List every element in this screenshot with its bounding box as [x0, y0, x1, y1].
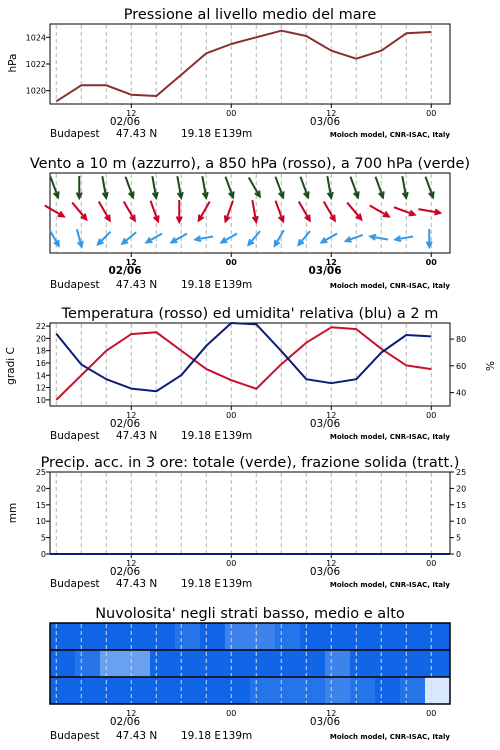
wind-arrow [177, 176, 182, 198]
wind-arrow [202, 176, 207, 198]
wind-arrow [275, 177, 283, 198]
cloud-cell [225, 650, 251, 677]
pressure-title: Pressione al livello medio del mare [123, 7, 377, 23]
cloud-cell [425, 677, 451, 704]
y-tick-label: 22 [35, 322, 46, 332]
cloud-cell [100, 650, 126, 677]
cloud-cell [300, 677, 326, 704]
precip-ylabel: mm [7, 502, 19, 524]
wind-arrow [98, 232, 111, 245]
time-tick-label: 00 [226, 709, 237, 718]
station-name: Budapest [50, 430, 100, 442]
humidity-series-line [56, 323, 431, 391]
y-tick-label: 16 [35, 358, 46, 368]
cloud-cell [125, 677, 151, 704]
wind-arrow [395, 236, 413, 241]
cloud-panel [50, 606, 451, 742]
station-alt: 139m [222, 578, 253, 590]
wind-arrow [77, 176, 82, 198]
station-lon: 19.18 E [181, 279, 222, 291]
wind-arrow [122, 232, 136, 244]
cloud-cell [175, 677, 201, 704]
model-credit: Moloch model, CNR-ISAC, Italy [329, 733, 450, 741]
station-lat: 47.43 N [116, 578, 158, 590]
wind-arrow-shaft [370, 206, 389, 217]
cloud-cell [75, 623, 101, 650]
model-credit: Moloch model, CNR-ISAC, Italy [329, 581, 450, 589]
wind-arrow [77, 229, 83, 246]
cloud-cell [225, 623, 251, 650]
cloud-cell [375, 623, 401, 650]
precip-title: Precip. acc. in 3 ore: totale (verde), frazione solida (tratt.) [40, 455, 460, 471]
wind-arrow [248, 231, 260, 245]
cloud-cell [400, 677, 426, 704]
y-tick-label: 14 [35, 371, 46, 381]
cloud-cell [125, 623, 151, 650]
time-tick-label: 12 [326, 411, 337, 420]
wind-arrow-shaft [347, 203, 361, 220]
cloud-cell [425, 650, 451, 677]
wind-arrow [375, 177, 383, 198]
station-alt: 139m [222, 430, 253, 442]
time-tick-label: 12 [326, 709, 337, 718]
wind-arrow [72, 203, 86, 220]
station-name: Budapest [50, 128, 100, 140]
y-tick-label: 1022 [25, 60, 46, 69]
cloud-cell [200, 623, 226, 650]
wind-arrow [252, 200, 257, 222]
temperature-ylabel: gradi C [5, 347, 17, 385]
wind-arrow-shaft [124, 201, 135, 220]
wind-arrow [324, 201, 335, 220]
wind-arrow [418, 209, 440, 214]
pressure-plot-frame [50, 24, 450, 104]
wind-arrow-shaft [98, 232, 111, 245]
cloud-cell [400, 623, 426, 650]
wind-arrow [45, 206, 64, 217]
time-tick-label: 12 [326, 109, 337, 118]
wind-arrow [199, 201, 210, 220]
cloud-cell [250, 623, 276, 650]
y2-tick-label: 15 [456, 500, 467, 510]
model-credit: Moloch model, CNR-ISAC, Italy [329, 282, 450, 290]
station-lat: 47.43 N [116, 430, 158, 442]
time-tick-label: 12 [126, 109, 137, 118]
humidity-ylabel: % [483, 361, 495, 371]
cloud-cell [100, 623, 126, 650]
station-alt: 139m [222, 128, 253, 140]
date-label: 02/06 [109, 116, 141, 128]
cloud-cell [50, 650, 76, 677]
time-tick-label: 00 [226, 559, 237, 568]
temperature-series-line [56, 327, 431, 400]
time-tick-label: 12 [326, 559, 337, 568]
y2-tick-label: 40 [456, 388, 467, 398]
wind-arrow [152, 176, 157, 198]
wind-arrow [299, 201, 310, 220]
cloud-cell [275, 623, 301, 650]
cloud-title: Nuvolosita' negli strati basso, medio e alto [95, 606, 405, 622]
cloud-cell [175, 650, 201, 677]
pressure-series-line [56, 31, 431, 102]
y-tick-label: 18 [35, 346, 46, 356]
y-tick-label: 25 [35, 468, 46, 477]
y-tick-label: 15 [35, 500, 46, 510]
time-tick-label: 12 [125, 258, 137, 267]
cloud-cell [300, 623, 326, 650]
wind-arrow-shaft [122, 232, 136, 244]
cloud-cell [400, 650, 426, 677]
cloud-cell [150, 677, 176, 704]
temperature-title: Temperatura (rosso) ed umidita' relativa (blu) a 2 m [61, 306, 439, 322]
wind-arrow [50, 177, 58, 198]
cloud-cell [75, 677, 101, 704]
cloud-cell [250, 677, 276, 704]
y2-tick-label: 60 [456, 361, 467, 371]
wind-arrow [300, 177, 308, 198]
cloud-cell [125, 650, 151, 677]
wind-arrow [321, 234, 337, 243]
station-alt: 139m [222, 279, 253, 291]
station-lon: 19.18 E [181, 730, 222, 742]
cloud-cell [150, 650, 176, 677]
wind-arrow [298, 231, 310, 245]
cloud-cell [350, 623, 376, 650]
cloud-cell [50, 677, 76, 704]
station-name: Budapest [50, 279, 100, 291]
pressure-ylabel: hPa [7, 53, 19, 73]
wind-arrow [150, 201, 158, 222]
wind-arrow-shaft [199, 201, 210, 220]
time-tick-label: 00 [226, 109, 237, 118]
y2-tick-label: 10 [456, 517, 467, 527]
station-lon: 19.18 E [181, 430, 222, 442]
y-tick-label: 5 [40, 533, 46, 543]
time-tick-label: 12 [126, 709, 137, 718]
time-tick-label: 00 [225, 258, 237, 267]
y2-tick-label: 20 [456, 484, 467, 494]
y2-tick-label: 0 [456, 550, 462, 559]
station-lon: 19.18 E [181, 128, 222, 140]
wind-arrow [225, 177, 233, 198]
wind-arrow [327, 176, 332, 198]
wind-arrow-shaft [249, 177, 260, 196]
wind-arrow [275, 230, 284, 246]
cloud-cell [325, 623, 351, 650]
cloud-cell [175, 623, 201, 650]
date-label: 03/06 [309, 418, 341, 430]
wind-arrow [249, 177, 260, 196]
model-credit: Moloch model, CNR-ISAC, Italy [329, 433, 450, 441]
time-tick-label: 00 [226, 411, 237, 420]
cloud-cell [350, 650, 376, 677]
station-name: Budapest [50, 578, 100, 590]
station-lat: 47.43 N [116, 730, 158, 742]
wind-arrow [394, 207, 415, 215]
y2-tick-label: 80 [456, 335, 467, 345]
cloud-cell [275, 677, 301, 704]
time-tick-label: 00 [425, 258, 437, 267]
wind-arrow-shaft [45, 206, 64, 217]
station-lat: 47.43 N [116, 279, 158, 291]
y-tick-label: 10 [35, 517, 46, 527]
y-tick-label: 10 [35, 395, 46, 405]
station-name: Budapest [50, 730, 100, 742]
wind-arrow [171, 234, 187, 243]
time-tick-label: 12 [126, 559, 137, 568]
station-lon: 19.18 E [181, 578, 222, 590]
date-label: 03/06 [309, 716, 341, 728]
wind-arrow [124, 201, 135, 220]
cloud-cell [275, 650, 301, 677]
wind-arrow-shaft [324, 201, 335, 220]
wind-arrow [370, 206, 389, 217]
wind-panel [30, 156, 470, 291]
y-tick-label: 1024 [25, 33, 46, 43]
model-credit: Moloch model, CNR-ISAC, Italy [329, 131, 450, 139]
temperature-panel [5, 306, 495, 442]
cloud-cell [350, 677, 376, 704]
wind-arrow [50, 230, 59, 246]
y-tick-label: 20 [35, 484, 46, 494]
date-label: 02/06 [109, 716, 141, 728]
cloud-cell [150, 623, 176, 650]
date-label: 02/06 [108, 265, 142, 277]
cloud-cell [225, 677, 251, 704]
cloud-cell [200, 677, 226, 704]
cloud-cell [375, 650, 401, 677]
cloud-cell [250, 650, 276, 677]
wind-arrow [125, 177, 133, 198]
time-tick-label: 00 [426, 559, 437, 568]
wind-arrow [346, 235, 363, 242]
cloud-cell [50, 623, 76, 650]
wind-arrow-shaft [299, 201, 310, 220]
station-alt: 139m [222, 730, 253, 742]
wind-arrow-shaft [72, 203, 86, 220]
y2-tick-label: 25 [456, 468, 467, 477]
wind-arrow-shaft [248, 231, 260, 245]
wind-arrow [425, 177, 433, 198]
wind-arrow [275, 201, 283, 222]
wind-arrow [99, 201, 110, 220]
precip-panel [7, 455, 466, 590]
time-tick-label: 12 [126, 411, 137, 420]
cloud-cell [75, 650, 101, 677]
cloud-cell [325, 650, 351, 677]
wind-arrow [402, 176, 407, 198]
y2-tick-label: 5 [456, 533, 462, 543]
wind-arrow [221, 234, 237, 243]
wind-arrow [146, 234, 162, 243]
date-label: 03/06 [309, 116, 341, 128]
time-tick-label: 00 [426, 411, 437, 420]
station-lat: 47.43 N [116, 128, 158, 140]
date-label: 03/06 [309, 566, 341, 578]
y-tick-label: 0 [40, 550, 46, 559]
cloud-cell [425, 623, 451, 650]
cloud-cell [300, 650, 326, 677]
date-label: 02/06 [109, 566, 141, 578]
y-tick-label: 1020 [25, 86, 46, 96]
time-tick-label: 12 [325, 258, 337, 267]
wind-arrow-shaft [99, 201, 110, 220]
wind-arrow-shaft [298, 231, 310, 245]
cloud-cell [100, 677, 126, 704]
wind-title: Vento a 10 m (azzurro), a 850 hPa (rosso), a 700 hPa (verde) [29, 156, 471, 172]
wind-arrow [347, 203, 361, 220]
wind-arrow [350, 177, 358, 198]
y-tick-label: 20 [35, 334, 46, 344]
cloud-cell [325, 677, 351, 704]
wind-arrow [370, 235, 388, 240]
y-tick-label: 12 [35, 383, 46, 393]
wind-arrow [225, 201, 233, 222]
cloud-cell [375, 677, 401, 704]
wind-arrow [102, 176, 107, 198]
wind-arrow [195, 236, 213, 241]
temperature-plot-frame [50, 323, 450, 406]
time-tick-label: 00 [426, 109, 437, 118]
date-label: 02/06 [109, 418, 141, 430]
time-tick-label: 00 [426, 709, 437, 718]
precip-plot-frame [50, 472, 450, 554]
date-label: 03/06 [308, 265, 342, 277]
pressure-panel [7, 7, 450, 140]
cloud-cell [200, 650, 226, 677]
